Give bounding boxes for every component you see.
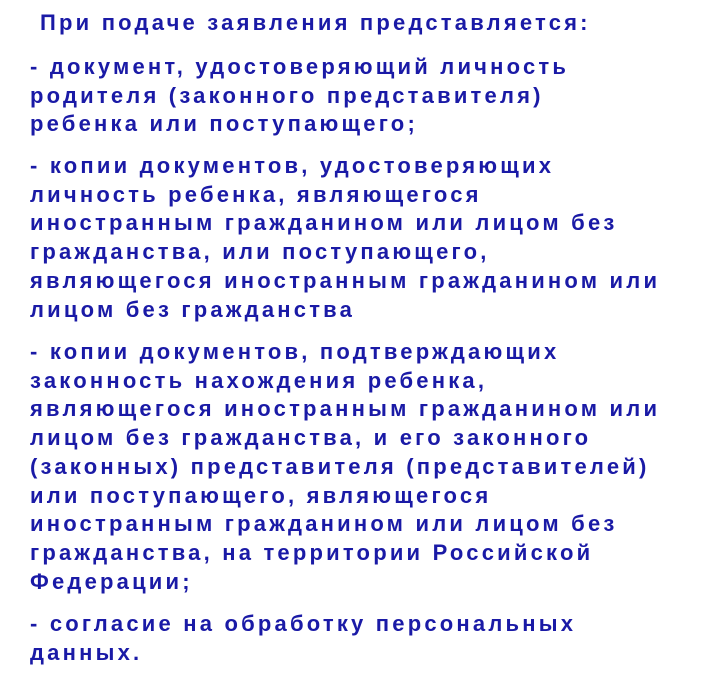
list-item-identity-document	[30, 53, 569, 139]
text-line: лицом без гражданства, и его законного	[30, 425, 592, 451]
text-line: законность нахождения ребенка,	[30, 367, 488, 393]
text-line: - копии документов, подтверждающих	[30, 339, 560, 364]
text-line: являющегося иностранным гражданином или	[30, 396, 661, 422]
list-item-residence-legality-copies	[30, 338, 660, 596]
text-line: иностранным гражданином или лицом без	[30, 511, 618, 537]
text-line: данных.	[30, 639, 143, 665]
text-line: лицом без гражданства	[30, 296, 356, 322]
text-line: (законных) представителя (представителей)	[30, 453, 650, 479]
list-item-data-processing-consent	[30, 610, 576, 667]
text-line: являющегося иностранным гражданином или	[30, 267, 661, 293]
list-item-child-identity-copies	[30, 152, 660, 324]
text-line: гражданства, или поступающего,	[30, 239, 490, 265]
document-heading: При подаче заявления представляется:	[40, 10, 591, 35]
text-line: - копии документов, удостоверяющих	[30, 153, 555, 178]
text-line: Федерации;	[30, 568, 193, 594]
text-line: личность ребенка, являющегося	[30, 181, 482, 207]
text-line: ребенка или поступающего;	[30, 111, 418, 137]
text-line: - документ, удостоверяющий личность	[30, 54, 570, 79]
text-line: иностранным гражданином или лицом без	[30, 210, 618, 236]
text-line: родителя (законного представителя)	[30, 82, 544, 108]
text-line: - согласие на обработку персональных	[30, 611, 577, 636]
text-line: гражданства, на территории Российской	[30, 539, 594, 565]
text-line: или поступающего, являющегося	[30, 482, 492, 508]
